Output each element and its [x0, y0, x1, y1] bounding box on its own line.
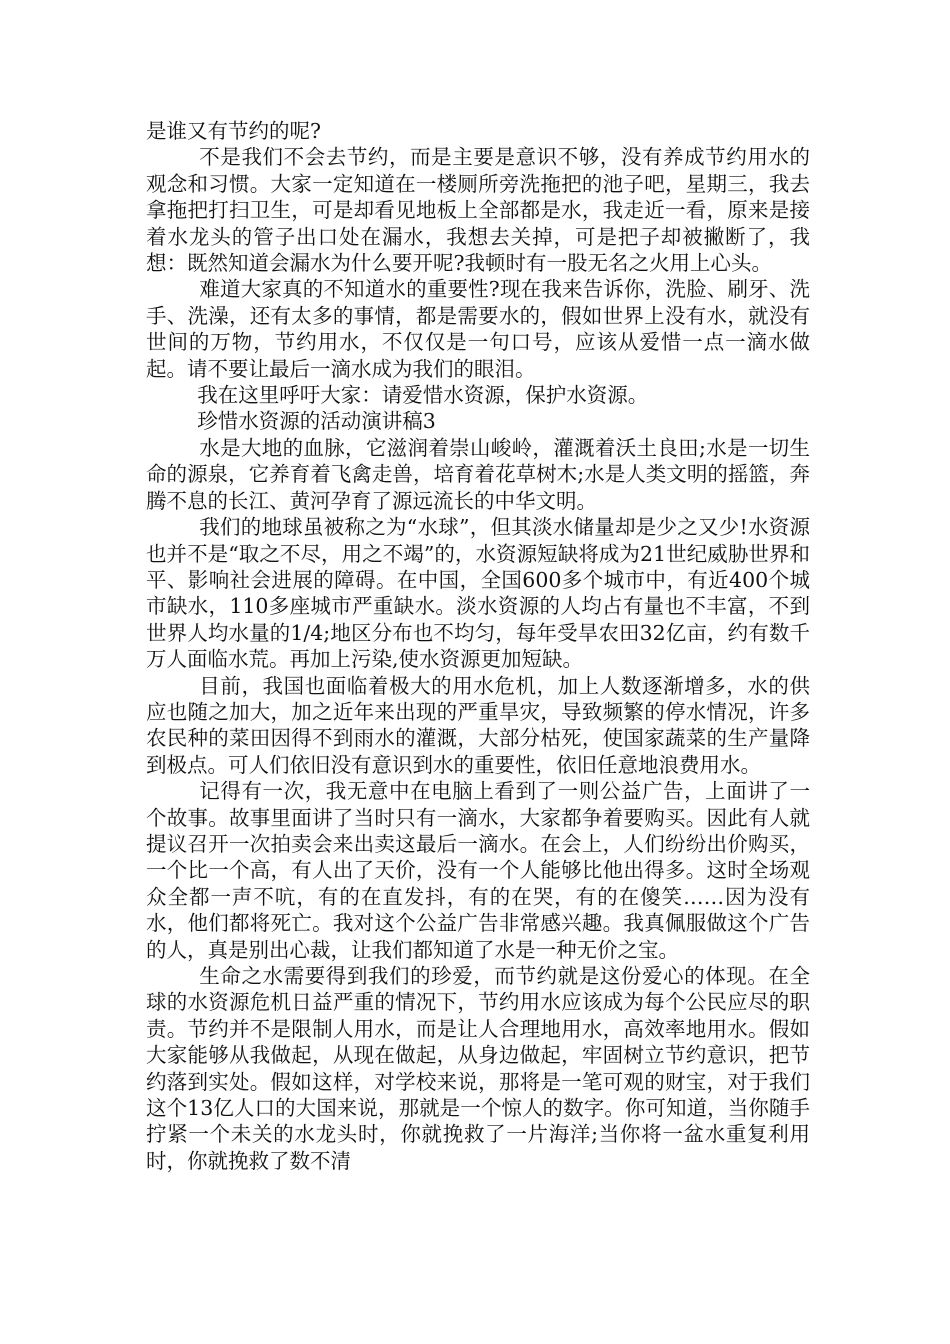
paragraph-7: 生命之水需要得到我们的珍爱，而节约就是这份爱心的体现。在全球的水资源危机日益严重的情况下，节约用水应该成为每个公民应尽的职责。节约并不是限制人用水，而是让人合理地用水，高效率地用水。假如大家能够从我做起，从现在做起，从身边做起，牢固树立节约意识，把节约落到实处。假如这样，对学校来说，那将是一笔可观的财宝，对于我们这个13亿人口的大国来说，那就是一个惊人的数字。你可知道，当你随手拧紧一个未关的水龙头时，你就挽救了一片海洋;当你将一盆水重复利用时，你就挽救了数不清	[146, 964, 810, 1173]
document-body	[146, 118, 810, 1174]
section-heading: 珍惜水资源的活动演讲稿3	[197, 409, 436, 434]
paragraph-3: 水是大地的血脉，它滋润着崇山峻岭，灌溉着沃土良田;水是一切生命的源泉，它养育着飞禽走兽，培育着花草树木;水是人类文明的摇篮，奔腾不息的长江、黄河孕育了源远流长的中华文明。	[146, 435, 810, 513]
paragraph-1: 不是我们不会去节约，而是主要是意识不够，没有养成节约用水的观念和习惯。大家一定知道在一楼厕所旁洗拖把的池子吧，星期三，我去拿拖把打扫卫生，可是却看见地板上全部都是水，我走近一看，原来是接着水龙头的管子出口处在漏水，我想去关掉，可是把子却被撇断了，我想：既然知道会漏水为什么要开呢?我顿时有一股无名之火用上心头。	[146, 145, 810, 276]
paragraph-6: 记得有一次，我无意中在电脑上看到了一则公益广告，上面讲了一个故事。故事里面讲了当时只有一滴水，大家都争着要购买。因此有人就提议召开一次拍卖会来出卖这最后一滴水。在会上，人们纷纷出价购买，一个比一个高，有人出了天价，没有一个人能够比他出得多。这时全场观众全都一声不吭，有的在直发抖，有的在哭，有的在傻笑……因为没有水，他们都将死亡。我对这个公益广告非常感兴趣。我真佩服做这个广告的人，真是别出心裁，让我们都知道了水是一种无价之宝。	[146, 779, 810, 962]
paragraph-4: 我们的地球虽被称之为“水球”，但其淡水储量却是少之又少!水资源也并不是“取之不尽，用之不竭”的，水资源短缺将成为21世纪威胁世界和平、影响社会进展的障碍。在中国，全国600多个城市中，有近400个城市缺水，110多座城市严重缺水。淡水资源的人均占有量也不丰富，不到世界人均水量的1/4;地区分布也不均匀，每年受旱农田32亿亩，约有数千万人面临水荒。再加上污染,使水资源更加短缺。	[146, 515, 810, 672]
paragraph-2: 难道大家真的不知道水的重要性?现在我来告诉你，洗脸、刷牙、洗手、洗澡，还有太多的事情，都是需要水的，假如世界上没有水，就没有世间的万物，节约用水，不仅仅是一句口号，应该从爱惜一点一滴水做起。请不要让最后一滴水成为我们的眼泪。	[146, 277, 810, 381]
paragraph-appeal: 我在这里呼吁大家：请爱惜水资源，保护水资源。	[197, 383, 649, 408]
paragraph-5: 目前，我国也面临着极大的用水危机，加上人数逐渐增多，水的供应也随之加大，加之近年来出现的严重旱灾，导致频繁的停水情况，许多农民种的菜田因得不到雨水的灌溉，大部分枯死，使国家蔬菜的生产量降到极点。可人们依旧没有意识到水的重要性，依旧任意地浪费用水。	[146, 673, 810, 777]
paragraph-continuation: 是谁又有节约的呢?	[146, 119, 321, 143]
